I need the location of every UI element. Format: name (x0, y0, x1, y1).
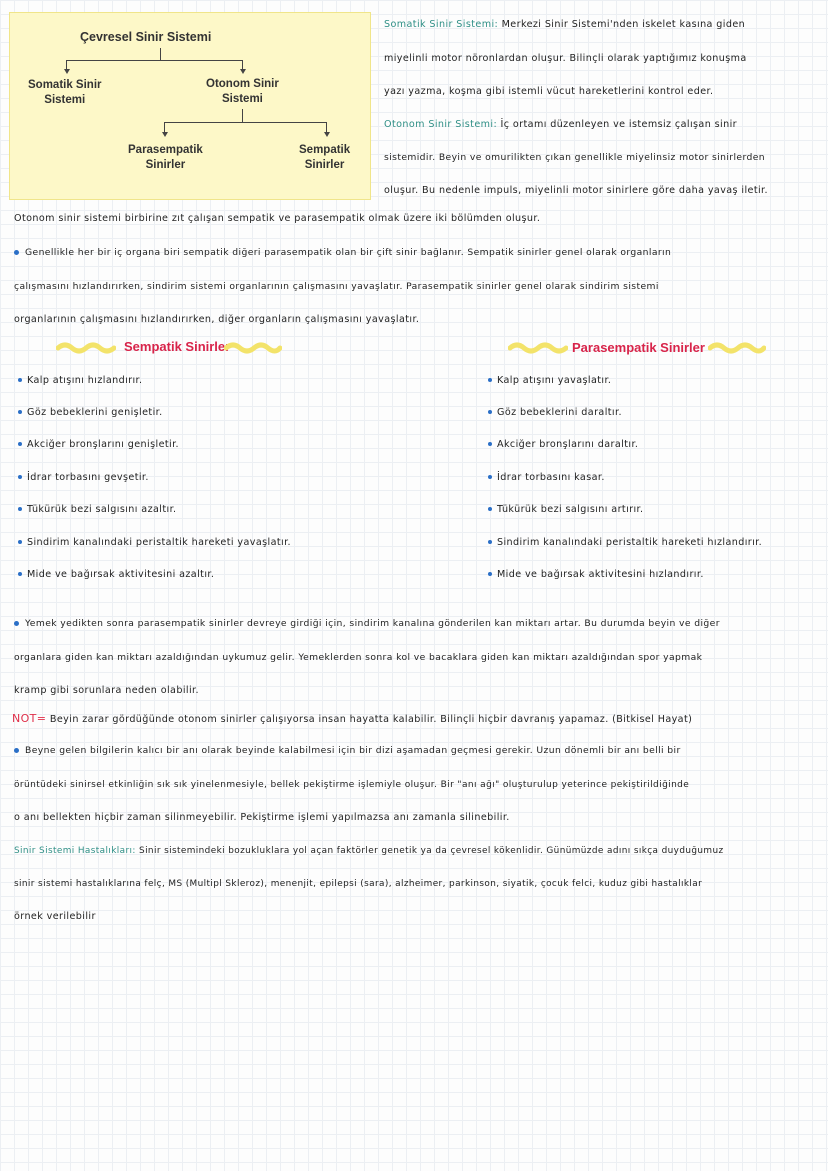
autonomic-note-line3: oluşur. Bu nedenle impuls, miyelinli motor sinirlere göre daha yavaş iletir. (384, 185, 768, 196)
note-line (12, 712, 692, 727)
symp-label-line2: Sinirler (304, 159, 345, 171)
parasympathetic-item-text: Sindirim kanalındaki peristaltik hareketi hızlandırır. (497, 537, 763, 548)
parasympathetic-item-text: Mide ve bağırsak aktivitesini hızlandırır. (497, 569, 704, 580)
meal-line1 (14, 617, 720, 631)
parasympathetic-heading-squiggle-right (708, 340, 766, 354)
list-item (18, 536, 291, 550)
bullet-dot (488, 540, 492, 544)
sympathetic-heading-squiggle-left (56, 340, 116, 354)
diseases-line1-text: Sinir sistemindeki bozukluklara yol açan faktörler genetik ya da çevresel kökenlidir. Günümüzde adını sıkça duyduğumuz (139, 846, 724, 856)
diagram-connector (66, 60, 242, 61)
somatic-note-line1 (384, 18, 745, 32)
list-item (18, 406, 163, 420)
note-label: NOT= (12, 712, 47, 725)
list-item (488, 406, 622, 420)
bullet-dot (18, 442, 22, 446)
peripheral-nervous-system-diagram (9, 12, 371, 200)
bullet-dot (18, 572, 22, 576)
diagram-connector (164, 122, 326, 123)
diseases-line3: örnek verilebilir (14, 911, 96, 922)
autonomic-label-line1: Otonom Sinir (206, 78, 279, 90)
parasympathetic-heading-squiggle-left (508, 340, 568, 354)
intro-line4: organlarının çalışmasını hızlandırırken, diğer organların çalışmasını yavaşlatır. (14, 314, 420, 325)
bullet-dot (14, 748, 19, 753)
list-item (488, 471, 605, 485)
sympathetic-heading-squiggle-right (224, 340, 282, 354)
parasympathetic-item-text: Tükürük bezi salgısını artırır. (497, 504, 644, 515)
list-item (488, 503, 643, 517)
diseases-line2: sinir sistemi hastalıklarına felç, MS (Multipl Skleroz), menenjit, epilepsi (sara), alzheimer, parkinson, siyatik, çocuk felci, kuduz gibi hastalıklar (14, 879, 703, 889)
parasympathetic-item-text: Kalp atışını yavaşlatır. (497, 375, 612, 386)
bullet-dot (488, 507, 492, 511)
meal-line2: organlara giden kan miktarı azaldığından uykumuz gelir. Yemeklerden sonra kol ve bacaklara giden kan miktarı azaldığından spor yapmak (14, 652, 703, 663)
diagram-connector (242, 109, 243, 122)
autonomic-note-text1: İç ortamı düzenleyen ve istemsiz çalışan sinir (500, 119, 737, 130)
bullet-dot (18, 540, 22, 544)
list-item (488, 374, 611, 388)
meal-line1-text: Yemek yedikten sonra parasempatik sinirler devreye girdiği için, sindirim kanalına gönderilen kan miktarı artar. Bu durumda beyin ve diğer (25, 618, 720, 629)
sympathetic-item-text: Akciğer bronşlarını genişletir. (27, 439, 180, 450)
autonomic-label-line2: Sistemi (221, 93, 263, 105)
parasympathetic-item-text: Akciğer bronşlarını daraltır. (497, 439, 639, 450)
sympathetic-item-text: İdrar torbasını gevşetir. (27, 472, 149, 483)
note-text: Beyin zarar gördüğünde otonom sinirler çalışıyorsa insan hayatta kalabilir. Bilinçli hiçbir davranış yapamaz. (Bitkisel Hayat) (49, 714, 693, 725)
sympathetic-item-text: Kalp atışını hızlandırır. (27, 375, 143, 386)
intro-line1: Otonom sinir sistemi birbirine zıt çalışan sempatik ve parasempatik olmak üzere iki bölümden oluşur. (14, 213, 541, 224)
somatic-note-line3: yazı yazma, koşma gibi istemli vücut hareketlerini kontrol eder. (384, 86, 714, 97)
list-item (488, 536, 762, 550)
bullet-dot (488, 442, 492, 446)
somatic-label-line1: Somatik Sinir (28, 79, 102, 91)
intro-line3: çalışmasını hızlandırırken, sindirim sistemi organlarının çalışmasını yavaşlatır. Parasempatik sinirler genel olarak sindirim sistemi (14, 281, 659, 292)
sympathetic-item-text: Mide ve bağırsak aktivitesini azaltır. (27, 569, 215, 580)
memory-line2: örüntüdeki sinirsel etkinliğin sık sık yinelenmesiyle, bellek pekiştirme işlemiyle oluşur. Bir "anı ağı" oluşturulup yeterince pekiştirildiğinde (14, 780, 690, 790)
somatic-note-line2: miyelinli motor nöronlardan oluşur. Bilinçli olarak yaptığımız konuşma (384, 53, 747, 64)
bullet-dot (18, 507, 22, 511)
parasympathetic-nerves-label (128, 143, 203, 173)
memory-line3: o anı bellekten hiçbir zaman silinmeyebilir. Pekiştirme işlemi yapılmazsa anı zamanla silinebilir. (14, 812, 510, 823)
somatic-note-heading: Somatik Sinir Sistemi: (384, 19, 499, 30)
bullet-dot (14, 621, 19, 626)
symp-label-line1: Sempatik (299, 144, 351, 156)
autonomic-note-heading: Otonom Sinir Sistemi: (384, 119, 498, 130)
bullet-dot (488, 378, 492, 382)
sympathetic-heading: Sempatik Sinirler (124, 339, 231, 354)
list-item (488, 568, 704, 582)
autonomic-note-line1 (384, 118, 737, 132)
list-item (18, 503, 177, 517)
intro-line2-text: Genellikle her bir iç organa biri sempatik diğeri parasempatik olan bir çift sinir bağlanır. Sempatik sinirler genel olarak organların (25, 247, 672, 258)
memory-line1 (14, 744, 681, 758)
bullet-dot (488, 410, 492, 414)
memory-line1-text: Beyne gelen bilgilerin kalıcı bir anı olarak beyinde kalabilmesi için bir dizi aşamadan geçmesi gerekir. Uzun dönemli bir anı belli bir (25, 745, 681, 756)
diagram-arrow (64, 69, 70, 74)
list-item (18, 438, 179, 452)
diagram-arrow (162, 132, 168, 137)
bullet-dot (488, 475, 492, 479)
somatic-note-text1: Merkezi Sinir Sistemi'nden iskelet kasına giden (501, 19, 746, 30)
sympathetic-item-text: Tükürük bezi salgısını azaltır. (27, 504, 177, 515)
list-item (18, 471, 149, 485)
parasympathetic-item-text: İdrar torbasını kasar. (497, 472, 605, 483)
list-item (488, 438, 638, 452)
somatic-nervous-system-label (28, 78, 102, 108)
bullet-dot (18, 410, 22, 414)
autonomic-nervous-system-label (206, 77, 279, 107)
autonomic-note-line2: sistemidir. Beyin ve omurilikten çıkan genellikle miyelinsiz motor sinirlerden (384, 152, 766, 163)
list-item (18, 374, 142, 388)
bullet-dot (18, 475, 22, 479)
sympathetic-nerves-label (299, 143, 350, 173)
parasympathetic-heading: Parasempatik Sinirler (572, 340, 705, 355)
para-label-line2: Sinirler (145, 159, 186, 171)
diseases-heading: Sinir Sistemi Hastalıkları: (14, 846, 136, 856)
bullet-dot (18, 378, 22, 382)
sympathetic-item-text: Sindirim kanalındaki peristaltik hareketi yavaşlatır. (27, 537, 291, 548)
diagram-arrow (240, 69, 246, 74)
para-label-line1: Parasempatik (128, 144, 203, 156)
diagram-title: Çevresel Sinir Sistemi (80, 30, 212, 44)
sympathetic-item-text: Göz bebeklerini genişletir. (27, 407, 163, 418)
intro-line2 (14, 246, 671, 260)
diagram-arrow (324, 132, 330, 137)
diseases-line1 (14, 844, 724, 858)
meal-line3: kramp gibi sorunlara neden olabilir. (14, 685, 199, 696)
parasympathetic-item-text: Göz bebeklerini daraltır. (497, 407, 622, 418)
bullet-dot (14, 250, 19, 255)
bullet-dot (488, 572, 492, 576)
somatic-label-line2: Sistemi (44, 94, 86, 106)
list-item (18, 568, 214, 582)
diagram-connector (160, 48, 161, 60)
